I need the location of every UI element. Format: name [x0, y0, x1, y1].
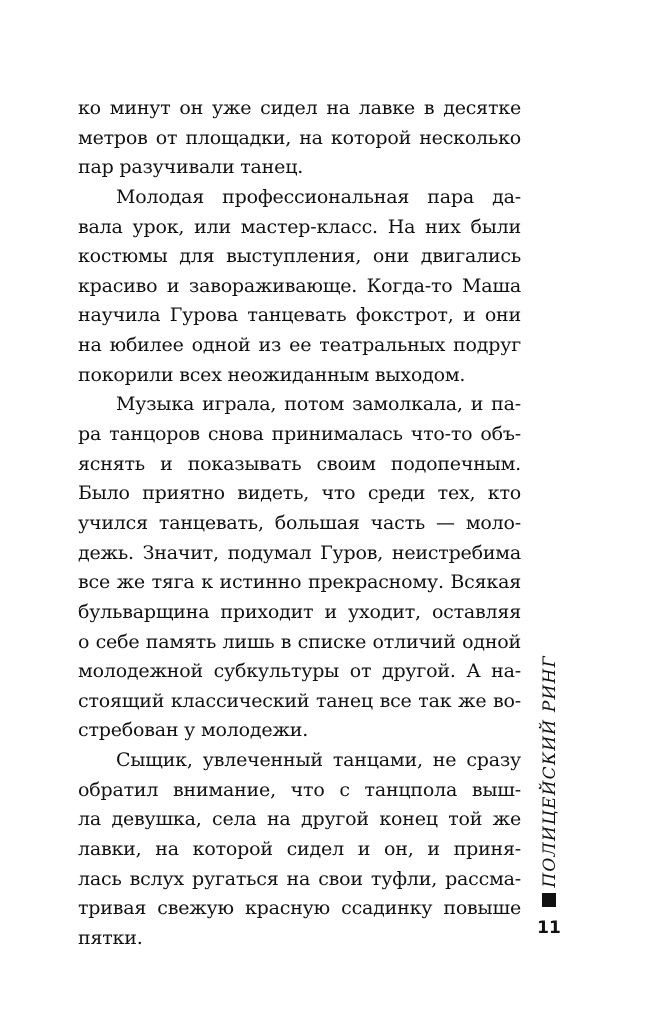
text-line: яснять и показывать своим подопечным.	[78, 452, 521, 475]
text-line: Молодая профессиональная пара да-	[116, 185, 521, 208]
text-line: молодежной субкультуры от другой. А на-	[78, 660, 521, 683]
text-line: пятки.	[78, 926, 143, 949]
text-line: лась вслух ругаться на свои туфли, рассма-	[78, 867, 521, 890]
text-line: пар разучивали танец.	[78, 156, 304, 179]
page-number: 11	[537, 918, 561, 938]
text-line: ла девушка, села на другой конец той же	[78, 808, 521, 831]
text-line: обратил внимание, что с танцпола выш-	[78, 778, 521, 801]
running-title: ПОЛИЦЕЙСКИЙ РИНГ	[540, 655, 560, 888]
text-line: ра танцоров снова принималась что-то объ-	[78, 423, 521, 446]
text-line: стоящий классический танец все так же во-	[78, 689, 521, 712]
text-line: Музыка играла, потом замолкала, и па-	[116, 393, 521, 416]
text-line: на юбилее одной из ее театральных подруг	[78, 334, 521, 357]
text-line: все же тяга к истинно прекрасному. Всякая	[78, 571, 521, 594]
text-line: дежь. Значит, подумал Гуров, неистребима	[78, 541, 521, 564]
text-line: учился танцевать, большая часть — моло-	[78, 511, 521, 534]
text-line: бульварщина приходит и уходит, оставляя	[78, 600, 521, 623]
text-line: научила Гурова танцевать фокстрот, и они	[78, 304, 521, 327]
text-line: тривая свежую красную ссадинку повыше	[78, 897, 521, 920]
text-line: лавки, на которой сидел и он, и приня-	[78, 838, 521, 861]
text-line: стребован у молодежи.	[78, 719, 309, 742]
text-line: ко минут он уже сидел на лавке в десятке	[78, 97, 521, 119]
body-text	[78, 94, 521, 954]
square-marker-icon	[542, 893, 556, 907]
text-line: костюмы для выступления, они двигались	[78, 245, 521, 268]
text-line: Было приятно видеть, что среди тех, кто	[78, 482, 521, 505]
text-line: вала урок, или мастер-класс. На них были	[78, 215, 521, 238]
text-line: покорили всех неожиданным выходом.	[78, 363, 466, 386]
text-line: метров от площадки, на которой несколько	[78, 126, 521, 149]
text-line: красиво и завораживающе. Когда-то Маша	[78, 274, 521, 297]
text-line: Сыщик, увлеченный танцами, не сразу	[116, 749, 521, 772]
text-line: о себе память лишь в списке отличий одной	[78, 630, 521, 653]
